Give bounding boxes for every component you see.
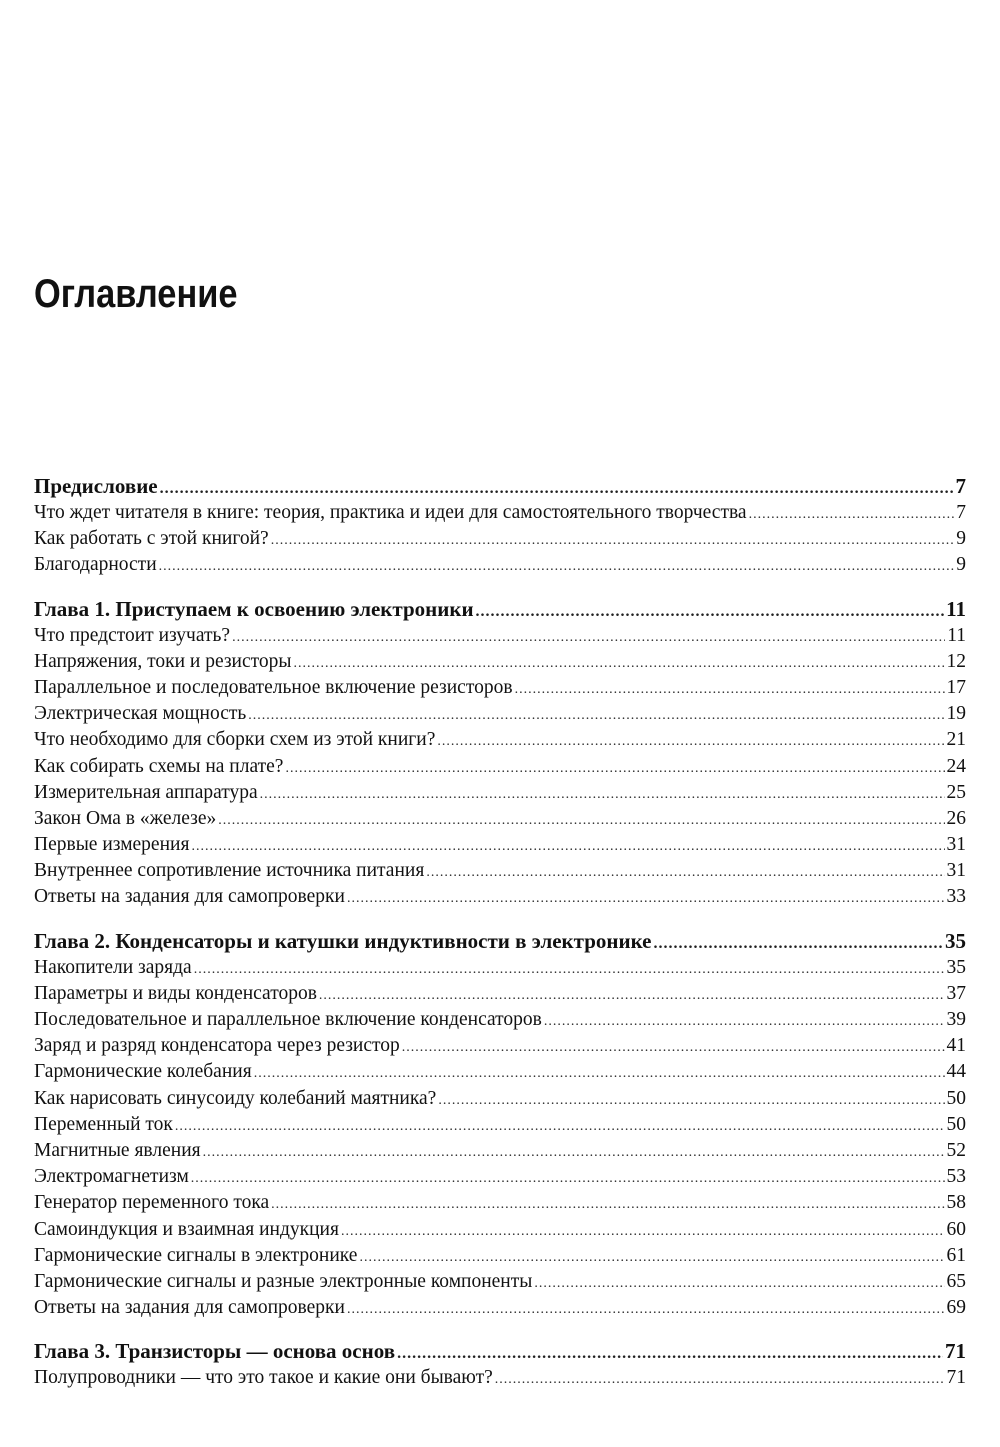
page-title: Оглавление xyxy=(34,272,238,316)
toc-entry-title: Переменный ток xyxy=(34,1113,173,1135)
toc-entry-title: Благодарности xyxy=(34,554,157,576)
toc-page-number: 50 xyxy=(946,1087,966,1109)
dot-leader xyxy=(271,1192,944,1218)
toc-page-number: 71 xyxy=(945,1339,966,1364)
dot-leader xyxy=(191,834,944,860)
dot-leader xyxy=(218,808,944,834)
toc-entry-title: Ответы на задания для самопроверки xyxy=(34,1297,345,1319)
toc-page-number: 58 xyxy=(946,1192,966,1214)
dot-leader xyxy=(271,528,955,554)
toc-entry[interactable] xyxy=(34,1033,966,1059)
toc-entry[interactable] xyxy=(34,806,966,832)
toc-entry-title: Измерительная аппаратура xyxy=(34,781,258,803)
dot-leader xyxy=(437,729,944,755)
toc-entry[interactable] xyxy=(34,552,966,578)
dot-leader xyxy=(476,599,945,625)
toc-page-number: 60 xyxy=(946,1218,966,1240)
toc-entry[interactable] xyxy=(34,1007,966,1033)
toc-page-number: 52 xyxy=(946,1139,966,1161)
toc-section xyxy=(34,472,966,579)
toc-page-number: 44 xyxy=(946,1061,966,1083)
toc-entry[interactable] xyxy=(34,1164,966,1190)
dot-leader xyxy=(749,502,955,528)
toc-entry-title: Параметры и виды конденсаторов xyxy=(34,982,317,1004)
toc-entry[interactable] xyxy=(34,623,966,649)
toc-page-number: 17 xyxy=(946,676,966,698)
toc-entry-title: Самоиндукция и взаимная индукция xyxy=(34,1218,339,1240)
dot-leader xyxy=(294,651,945,677)
dot-leader xyxy=(160,476,954,502)
toc-chapter-heading[interactable] xyxy=(34,472,966,500)
toc-entry[interactable] xyxy=(34,1243,966,1269)
toc-entry-title: Что ждет читателя в книге: теория, практика и идеи для самостоятельного творчества xyxy=(34,502,747,523)
toc-entry[interactable] xyxy=(34,1217,966,1243)
toc-entry-title: Закон Ома в «железе» xyxy=(34,807,217,829)
toc-entry-title: Последовательное и параллельное включение конденсаторов xyxy=(34,1009,542,1030)
toc-entry[interactable] xyxy=(34,649,966,675)
toc-entry[interactable] xyxy=(34,1190,966,1216)
dot-leader xyxy=(402,1035,945,1061)
toc-entry-title: Накопители заряда xyxy=(34,956,192,978)
toc-entry[interactable] xyxy=(34,1138,966,1164)
dot-leader xyxy=(232,625,945,651)
toc-page-number: 19 xyxy=(946,703,966,725)
toc-entry-title: Внутреннее сопротивление источника питания xyxy=(34,860,425,882)
toc-entry-title: Гармонические колебания xyxy=(34,1061,252,1083)
toc-entry-title: Напряжения, токи и резисторы xyxy=(34,650,292,672)
toc-page-number: 9 xyxy=(956,528,966,550)
toc-page-number: 25 xyxy=(946,781,966,803)
toc-entry-title: Заряд и разряд конденсатора через резистор xyxy=(34,1035,400,1057)
dot-leader xyxy=(260,782,945,808)
toc-page-number: 53 xyxy=(946,1166,966,1188)
toc-page-number: 35 xyxy=(946,956,966,978)
toc-entry-title: Магнитные явления xyxy=(34,1139,201,1161)
toc-page-number: 31 xyxy=(946,834,966,856)
toc-entry-title: Глава 3. Транзисторы — основа основ xyxy=(34,1339,396,1364)
toc-page-number: 37 xyxy=(946,982,966,1004)
dot-leader xyxy=(191,1166,945,1192)
toc-entry[interactable] xyxy=(34,1059,966,1085)
dot-leader xyxy=(515,677,945,703)
toc-page-number: 7 xyxy=(955,474,966,498)
dot-leader xyxy=(254,1061,945,1087)
dot-leader xyxy=(347,1297,945,1323)
toc-entry-title: Электромагнетизм xyxy=(34,1166,189,1188)
toc-entry[interactable] xyxy=(34,955,966,981)
toc-page-number: 50 xyxy=(946,1113,966,1135)
toc-page-number: 65 xyxy=(946,1270,966,1292)
toc-entry-title: Электрическая мощность xyxy=(34,703,247,725)
toc-entry[interactable] xyxy=(34,1269,966,1295)
toc-entry[interactable] xyxy=(34,526,966,552)
toc-chapter-heading[interactable] xyxy=(34,595,966,623)
toc-entry-title: Генератор переменного тока xyxy=(34,1192,270,1214)
toc-section xyxy=(34,595,966,911)
toc-entry[interactable] xyxy=(34,754,966,780)
toc-entry-title: Как работать с этой книгой? xyxy=(34,528,269,550)
toc-page-number: 12 xyxy=(946,650,966,672)
toc-chapter-heading[interactable] xyxy=(34,927,966,955)
toc-entry-title: Первые измерения xyxy=(34,834,190,856)
dot-leader xyxy=(359,1245,944,1271)
toc-page-number: 24 xyxy=(946,755,966,777)
toc-entry[interactable] xyxy=(34,858,966,884)
toc-page-number: 61 xyxy=(946,1244,966,1266)
toc-section xyxy=(34,1337,966,1391)
toc-entry-title: Предисловие xyxy=(34,474,158,498)
toc-entry-title: Гармонические сигналы в электронике xyxy=(34,1244,358,1266)
toc-entry[interactable] xyxy=(34,727,966,753)
toc-page-number: 11 xyxy=(947,624,966,646)
toc-entry[interactable] xyxy=(34,1295,966,1321)
dot-leader xyxy=(175,1114,945,1140)
toc-entry[interactable] xyxy=(34,500,966,526)
dot-leader xyxy=(341,1219,945,1245)
toc-page-number: 26 xyxy=(946,807,966,829)
toc-entry[interactable] xyxy=(34,832,966,858)
toc-page-number: 21 xyxy=(946,729,966,751)
dot-leader xyxy=(438,1088,944,1114)
toc-entry-title: Гармонические сигналы и разные электронные компоненты xyxy=(34,1270,533,1292)
dot-leader xyxy=(495,1367,945,1393)
dot-leader xyxy=(426,860,944,886)
toc-page-number: 9 xyxy=(956,554,966,576)
toc-page-number: 71 xyxy=(946,1367,966,1389)
toc-section xyxy=(34,927,966,1322)
toc-page-number: 33 xyxy=(946,886,966,908)
dot-leader xyxy=(285,756,944,782)
dot-leader xyxy=(159,554,955,580)
toc-chapter-heading[interactable] xyxy=(34,1337,966,1365)
toc-page-number: 39 xyxy=(946,1009,966,1030)
dot-leader xyxy=(203,1140,945,1166)
toc-entry-title: Как собирать схемы на плате? xyxy=(34,755,284,777)
dot-leader xyxy=(194,957,945,983)
dot-leader xyxy=(534,1271,944,1297)
toc-entry-title: Глава 1. Приступаем к освоению электроники xyxy=(34,596,474,621)
toc-entry-title: Ответы на задания для самопроверки xyxy=(34,886,345,908)
toc-entry-title: Что предстоит изучать? xyxy=(34,624,231,646)
toc-page-number: 41 xyxy=(946,1035,966,1057)
toc-entry[interactable] xyxy=(34,1086,966,1112)
toc-entry[interactable] xyxy=(34,981,966,1007)
toc-page-number: 69 xyxy=(946,1297,966,1319)
dot-leader xyxy=(397,1341,943,1367)
toc-page-number: 35 xyxy=(945,928,966,953)
toc-entry-title: Как нарисовать синусоиду колебаний маятника? xyxy=(34,1087,437,1109)
toc-entry[interactable] xyxy=(34,701,966,727)
dot-leader xyxy=(544,1009,945,1035)
toc-page-number: 31 xyxy=(946,860,966,882)
dot-leader xyxy=(347,886,945,912)
toc-entry[interactable] xyxy=(34,780,966,806)
toc-entry[interactable] xyxy=(34,1365,966,1391)
dot-leader xyxy=(248,703,944,729)
dot-leader xyxy=(319,983,945,1009)
toc-entry-title: Глава 2. Конденсаторы и катушки индуктивности в электронике xyxy=(34,928,652,953)
toc-entry-title: Полупроводники — что это такое и какие они бывают? xyxy=(34,1367,493,1389)
toc-entry-title: Параллельное и последовательное включение резисторов xyxy=(34,676,513,698)
toc-page-number: 11 xyxy=(946,596,966,621)
toc-entry[interactable] xyxy=(34,675,966,701)
table-of-contents xyxy=(34,472,966,1407)
toc-page-number: 7 xyxy=(956,502,966,523)
toc-entry[interactable] xyxy=(34,884,966,910)
dot-leader xyxy=(654,931,944,957)
toc-entry-title: Что необходимо для сборки схем из этой книги? xyxy=(34,729,436,751)
toc-entry[interactable] xyxy=(34,1112,966,1138)
